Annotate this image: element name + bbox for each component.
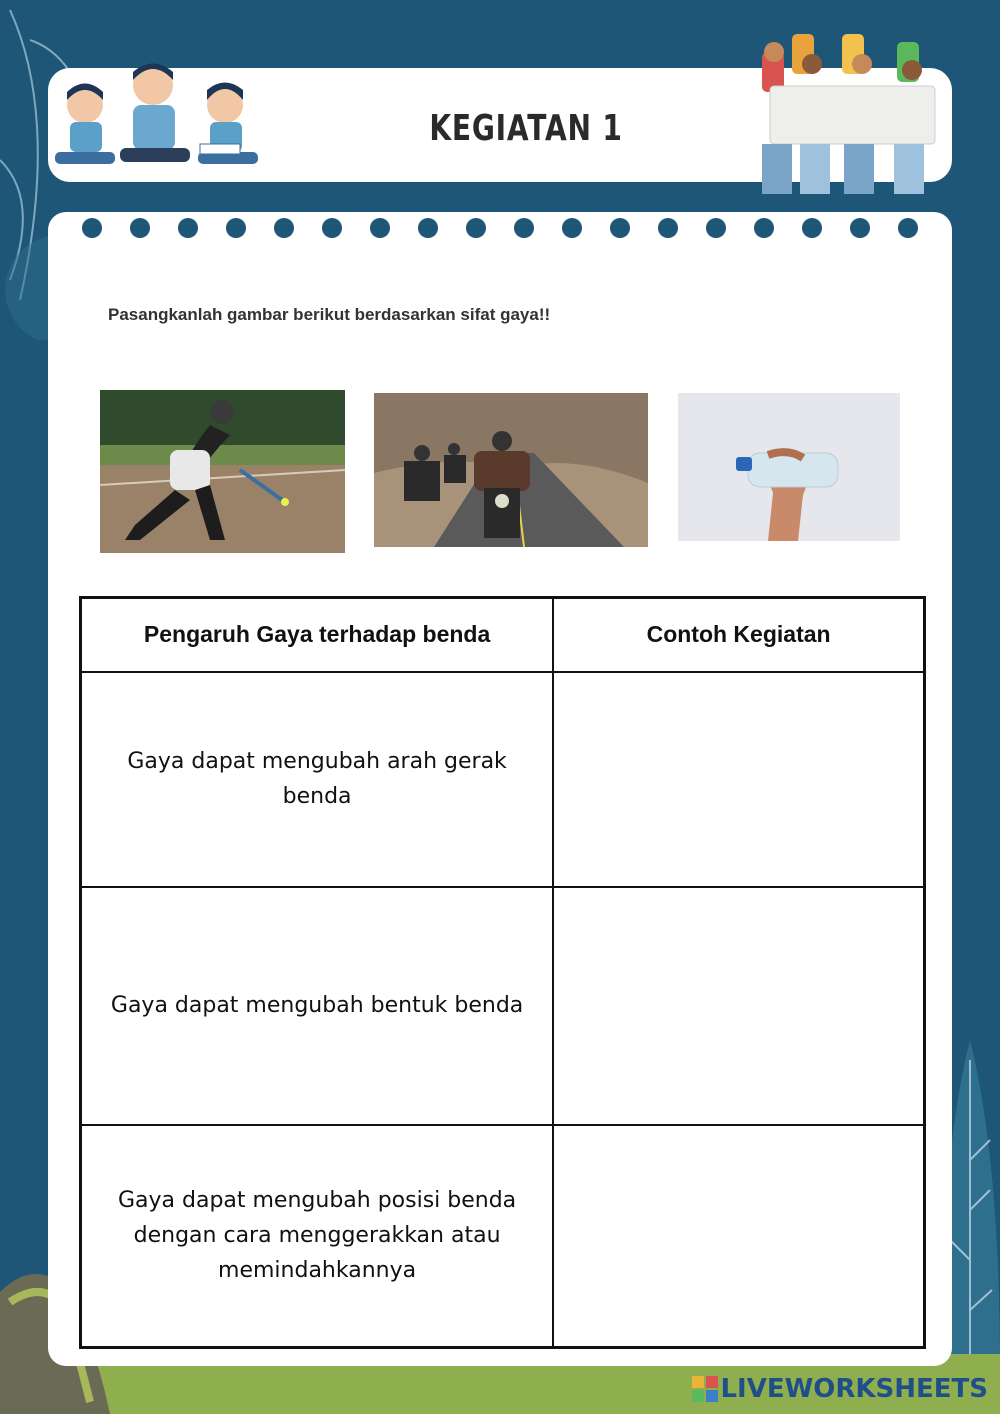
binder-hole <box>802 218 822 238</box>
binder-hole <box>898 218 918 238</box>
protest-group-illustration <box>752 22 957 204</box>
binder-hole <box>322 218 342 238</box>
binder-hole <box>82 218 102 238</box>
column-header-effect: Pengaruh Gaya terhadap benda <box>81 598 554 672</box>
effect-cell: Gaya dapat mengubah arah gerak benda <box>81 672 554 887</box>
binder-hole <box>562 218 582 238</box>
instruction-text: Pasangkanlah gambar berikut berdasarkan sifat gaya!! <box>108 305 551 324</box>
liveworksheets-brand <box>692 1374 988 1404</box>
table-row <box>81 672 925 887</box>
binder-hole <box>706 218 726 238</box>
answer-drop-zone[interactable] <box>553 887 924 1125</box>
binder-hole <box>178 218 198 238</box>
table-row <box>81 887 925 1125</box>
answer-drop-zone[interactable] <box>553 672 924 887</box>
table-header-row <box>81 598 925 672</box>
binder-hole <box>610 218 630 238</box>
effect-cell: Gaya dapat mengubah bentuk benda <box>81 887 554 1125</box>
effect-cell: Gaya dapat mengubah posisi benda dengan cara menggerakkan atau memindahkannya <box>81 1125 554 1348</box>
binder-hole <box>274 218 294 238</box>
hand-squeezing-bottle-image[interactable] <box>678 393 900 541</box>
binder-hole <box>130 218 150 238</box>
column-header-example: Contoh Kegiatan <box>553 598 924 672</box>
table-row <box>81 1125 925 1348</box>
force-effects-table <box>79 596 926 1349</box>
binder-hole <box>514 218 534 238</box>
page-title: KEGIATAN 1 <box>429 108 623 149</box>
binder-hole <box>754 218 774 238</box>
binder-hole <box>226 218 246 238</box>
answer-drop-zone[interactable] <box>553 1125 924 1348</box>
brand-name: LIVEWORKSHEETS <box>720 1374 988 1404</box>
binder-hole <box>466 218 486 238</box>
liveworksheets-logo-icon <box>692 1376 718 1402</box>
binder-hole <box>370 218 390 238</box>
binder-hole <box>418 218 438 238</box>
motorcycle-riders-image[interactable] <box>374 393 648 547</box>
binder-hole <box>658 218 678 238</box>
softball-player-image[interactable] <box>100 390 345 553</box>
binder-hole <box>850 218 870 238</box>
